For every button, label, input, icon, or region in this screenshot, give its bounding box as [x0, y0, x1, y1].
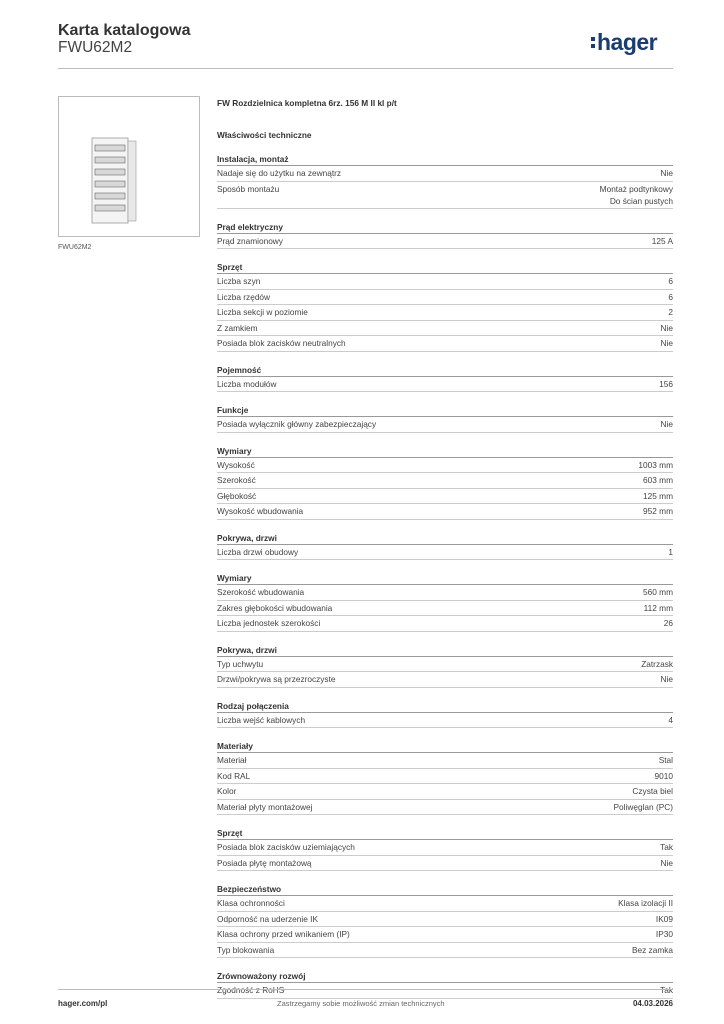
spec-value [643, 473, 673, 486]
spec-value-line: Nie [660, 857, 673, 868]
spec-value [652, 234, 673, 247]
spec-section [217, 445, 673, 520]
spec-value [659, 377, 673, 390]
spec-value [643, 489, 673, 502]
spec-label: Posiada blok zacisków uziemiających [217, 842, 355, 852]
spec-label: Kolor [217, 786, 237, 796]
section-heading: Sprzęt [217, 261, 673, 274]
footer-date: 04.03.2026 [632, 999, 673, 1008]
spec-label: Liczba wejść kablowych [217, 714, 306, 725]
spec-value [661, 321, 673, 334]
spec-row [217, 657, 673, 673]
spec-value [659, 753, 673, 766]
spec-value-line: Nie [660, 322, 673, 333]
spec-row [217, 769, 673, 785]
spec-label: Liczba modułów [217, 378, 277, 389]
spec-row [217, 672, 673, 688]
spec-value-line: IP30 [655, 929, 673, 939]
spec-row [217, 713, 673, 729]
spec-value-line: Montaż podtynkowy [599, 183, 673, 194]
spec-section [217, 404, 673, 433]
spec-row [217, 305, 673, 321]
spec-row [217, 585, 673, 601]
spec-value [632, 784, 673, 797]
spec-value-line: Tak [660, 842, 673, 852]
spec-row [217, 943, 673, 959]
spec-value-line: Nie [660, 168, 673, 178]
spec-row [217, 912, 673, 928]
spec-label: Typ blokowania [217, 944, 275, 955]
spec-value [661, 672, 673, 685]
spec-label: Nadaje się do użytku na zewnątrz [217, 168, 342, 178]
spec-label: Klasa ochrony przed wnikaniem (IP) [217, 929, 350, 939]
spec-value-line: IK09 [655, 913, 673, 924]
spec-value [664, 616, 673, 629]
image-caption: FWU62M2 [58, 244, 92, 251]
section-heading: Materiały [217, 740, 673, 753]
spec-row [217, 182, 673, 209]
spec-label: Prąd znamionowy [217, 235, 283, 246]
section-heading: Wymiary [217, 445, 673, 458]
spec-value-line: 6 [668, 291, 673, 302]
spec-value-line: 603 mm [643, 475, 673, 485]
spec-value-line: 1003 mm [638, 459, 673, 470]
section-heading: Prąd elektryczny [217, 221, 673, 234]
spec-section [217, 883, 673, 958]
section-heading: Pokrywa, drzwi [217, 532, 673, 545]
spec-value [668, 305, 673, 318]
spec-row [217, 234, 673, 250]
spec-value-line: 4 [668, 714, 673, 725]
properties-heading: Właściwości techniczne [217, 130, 312, 140]
spec-value-line: Tak [660, 985, 673, 995]
spec-label: Wysokość wbudowania [217, 506, 304, 516]
logo-text: hager [597, 29, 658, 55]
spec-row [217, 800, 673, 816]
spec-value-line: 125 mm [643, 490, 673, 501]
spec-row [217, 601, 673, 617]
page-title: Karta katalogowa [58, 22, 191, 39]
spec-value [644, 601, 673, 614]
spec-section [217, 532, 673, 561]
spec-value-line: Nie [660, 419, 673, 429]
spec-label: Klasa ochronności [217, 898, 285, 908]
spec-value [638, 458, 673, 471]
spec-row [217, 458, 673, 474]
spec-value [656, 927, 673, 940]
spec-row [217, 473, 673, 489]
spec-label: Zakres głębokości wbudowania [217, 602, 333, 613]
spec-label: Wysokość [217, 459, 255, 470]
spec-label: Szerokość wbudowania [217, 587, 305, 597]
spec-label: Materiał płyty montażowej [217, 801, 313, 812]
spec-value [656, 912, 673, 925]
spec-value-line: 26 [663, 618, 673, 628]
spec-value [643, 585, 673, 598]
spec-value-line: Czysta biel [632, 786, 673, 796]
spec-value [661, 166, 673, 179]
spec-row [217, 840, 673, 856]
spec-value-line: 112 mm [643, 602, 673, 613]
spec-sections [217, 153, 673, 999]
section-heading: Funkcje [217, 404, 673, 417]
spec-section [217, 700, 673, 729]
spec-label: Głębokość [217, 490, 257, 501]
spec-label: Liczba drzwi obudowy [217, 546, 299, 557]
spec-value [614, 800, 673, 813]
spec-label: Liczba sekcji w poziomie [217, 307, 308, 317]
section-heading: Zrównoważony rozwój [217, 970, 673, 983]
spec-label: Posiada płytę montażową [217, 857, 312, 868]
spec-value-line: Poliwęglan (PC) [613, 801, 673, 812]
spec-section [217, 364, 673, 393]
spec-row [217, 166, 673, 182]
spec-value-line: Zatrzask [641, 658, 673, 669]
spec-value-line: Nie [660, 338, 673, 348]
spec-value [660, 840, 673, 853]
spec-value [632, 943, 673, 956]
spec-value [643, 504, 673, 517]
spec-value-line: 560 mm [643, 587, 673, 597]
spec-row [217, 336, 673, 352]
spec-value [655, 769, 673, 782]
product-image [58, 96, 200, 237]
section-heading: Instalacja, montaż [217, 153, 673, 166]
spec-label: Z zamkiem [217, 322, 258, 333]
spec-label: Posiada blok zacisków neutralnych [217, 338, 346, 348]
spec-row [217, 753, 673, 769]
spec-label: Materiał [217, 755, 247, 765]
spec-row [217, 545, 673, 561]
footer-notice: Zastrzegamy sobie możliwość zmian technicznych [277, 999, 445, 1008]
distribution-board-icon [59, 97, 199, 236]
spec-value-line-2: Do ścian pustych [609, 195, 673, 206]
spec-value [661, 336, 673, 349]
spec-section [217, 644, 673, 688]
spec-row [217, 896, 673, 912]
spec-label: Sposób montażu [217, 183, 280, 194]
spec-label: Liczba szyn [217, 276, 261, 286]
spec-value-line: 2 [668, 307, 673, 317]
product-code: FWU62M2 [58, 39, 133, 56]
spec-row [217, 616, 673, 632]
spec-value [668, 545, 673, 558]
spec-value [618, 896, 673, 909]
spec-label: Posiada wyłącznik główny zabezpieczający [217, 419, 377, 429]
spec-row [217, 321, 673, 337]
spec-value [661, 417, 673, 430]
section-heading: Rodzaj połączenia [217, 700, 673, 713]
spec-section [217, 970, 673, 999]
section-heading: Bezpieczeństwo [217, 883, 673, 896]
product-title: FW Rozdzielnica kompletna 6rz. 156 M II kl p/t [217, 98, 397, 108]
spec-section [217, 827, 673, 871]
spec-label: Odporność na uderzenie IK [217, 913, 319, 924]
spec-value-line: Bez zamka [631, 944, 673, 955]
spec-row [217, 927, 673, 943]
spec-value [641, 657, 673, 670]
footer-divider [58, 989, 673, 990]
spec-value [661, 856, 673, 869]
spec-section [217, 740, 673, 815]
spec-value [668, 274, 673, 287]
section-heading: Pojemność [217, 364, 673, 377]
spec-section [217, 261, 673, 352]
spec-row [217, 417, 673, 433]
spec-section [217, 153, 673, 209]
spec-row [217, 274, 673, 290]
section-heading: Pokrywa, drzwi [217, 644, 673, 657]
spec-row [217, 377, 673, 393]
spec-value-line: Stal [658, 755, 673, 765]
spec-value-line: Nie [660, 674, 673, 684]
spec-row [217, 290, 673, 306]
spec-label: Zgodność z RoHS [217, 985, 285, 995]
spec-value-line: 952 mm [643, 506, 673, 516]
spec-row [217, 784, 673, 800]
header-divider [58, 68, 673, 69]
spec-value-line: 125 A [651, 235, 673, 246]
spec-row [217, 504, 673, 520]
logo-dots-icon [591, 37, 595, 48]
spec-row [217, 489, 673, 505]
spec-value-line: 9010 [654, 770, 673, 781]
footer-website: hager.com/pl [58, 999, 108, 1008]
spec-value-line: Klasa izolacji II [618, 898, 673, 908]
spec-sheet [217, 97, 673, 999]
spec-label: Kod RAL [217, 770, 251, 781]
spec-row [217, 856, 673, 872]
spec-label: Szerokość [217, 475, 256, 485]
spec-label: Liczba jednostek szerokości [217, 618, 321, 628]
spec-section [217, 572, 673, 632]
spec-label: Drzwi/pokrywa są przezroczyste [217, 674, 336, 684]
spec-label: Liczba rzędów [217, 291, 271, 302]
spec-row [217, 983, 673, 999]
hager-logo [591, 29, 657, 56]
spec-label: Typ uchwytu [217, 658, 264, 669]
spec-value-line: 6 [668, 276, 673, 286]
spec-value-line: 1 [668, 546, 673, 557]
spec-value [668, 713, 673, 726]
spec-section [217, 221, 673, 250]
spec-value [600, 182, 673, 207]
section-heading: Wymiary [217, 572, 673, 585]
spec-value [668, 290, 673, 303]
spec-value-line: 156 [659, 378, 673, 389]
section-heading: Sprzęt [217, 827, 673, 840]
